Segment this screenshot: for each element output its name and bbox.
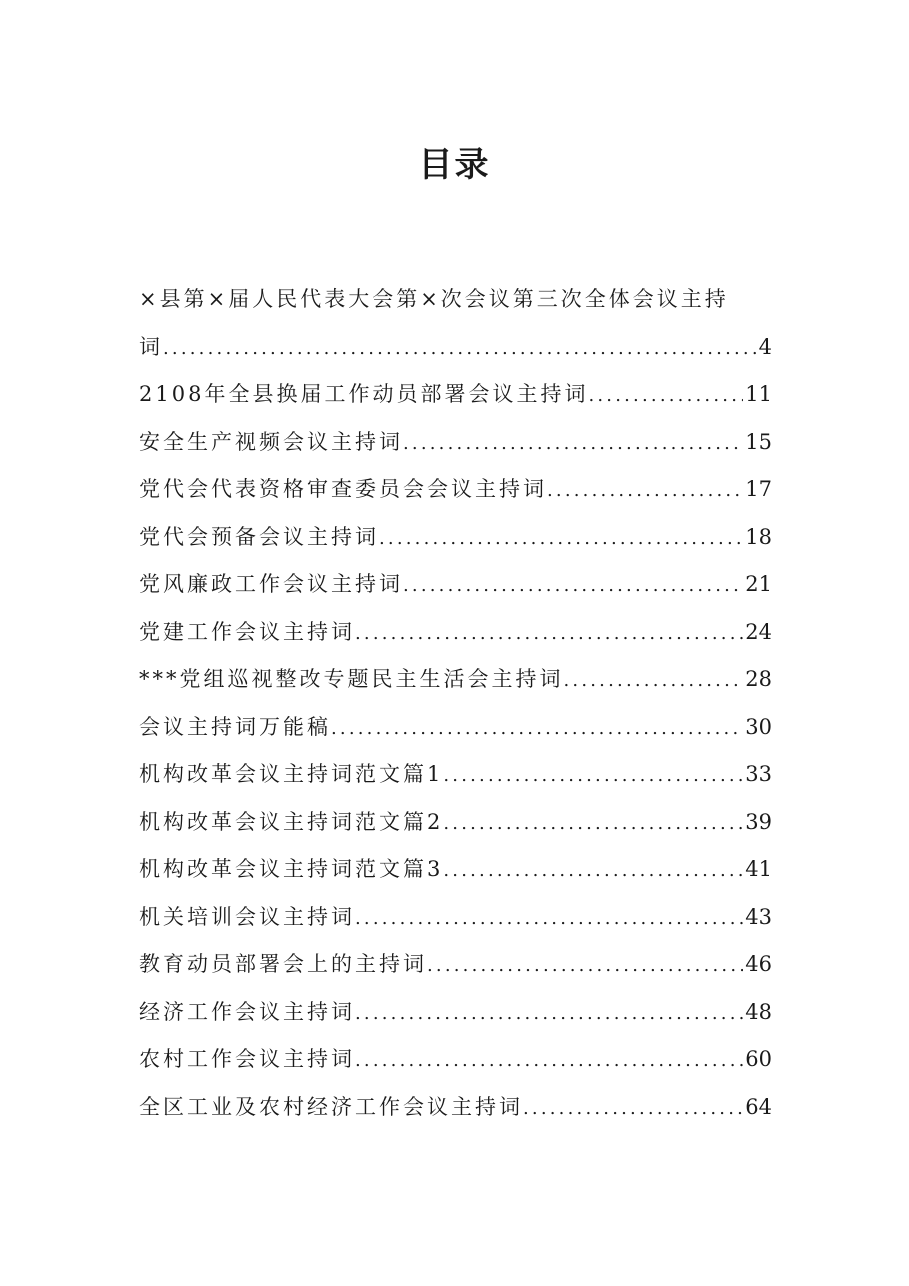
- toc-leader-dots: [331, 705, 743, 753]
- toc-entry-text: 机构改革会议主持词范文篇3: [139, 857, 444, 881]
- toc-leader-dots: [355, 1037, 743, 1085]
- toc-leader-dots: [564, 657, 744, 705]
- toc-entry[interactable]: [139, 704, 772, 752]
- table-of-contents: [139, 276, 772, 1131]
- toc-entry[interactable]: [139, 561, 772, 609]
- toc-leader-dots: [427, 942, 743, 990]
- toc-entry-text: 党代会代表资格审查委员会会议主持词: [139, 477, 547, 501]
- toc-page-number: 15: [745, 429, 772, 454]
- toc-entry[interactable]: [139, 466, 772, 514]
- toc-entry-text: 党代会预备会议主持词: [139, 524, 379, 549]
- toc-entry[interactable]: [139, 419, 772, 467]
- toc-entry-text-line1: ×县第×届人民代表大会第×次会议第三次全体会议主持: [139, 287, 729, 311]
- toc-leader-dots: [547, 467, 743, 515]
- toc-entry[interactable]: [139, 941, 772, 989]
- toc-leader-dots: [163, 325, 757, 373]
- toc-leader-dots: [355, 990, 743, 1038]
- toc-entry[interactable]: [139, 276, 772, 371]
- toc-entry[interactable]: [139, 799, 772, 847]
- toc-leader-dots: [443, 800, 743, 848]
- toc-page-number: 17: [745, 477, 772, 501]
- toc-entry-text: 党风廉政工作会议主持词: [139, 572, 403, 596]
- toc-page-number: 41: [745, 857, 772, 881]
- toc-page-number: 11: [745, 382, 772, 406]
- toc-entry[interactable]: [139, 1084, 772, 1132]
- toc-leader-dots: [443, 847, 743, 895]
- toc-entry-text: 经济工作会议主持词: [139, 999, 355, 1024]
- toc-leader-dots: [355, 895, 743, 943]
- toc-entry-text: 会议主持词万能稿: [139, 714, 331, 739]
- toc-leader-dots: [379, 515, 743, 563]
- toc-entry[interactable]: [139, 846, 772, 894]
- toc-entry-text: 安全生产视频会议主持词: [139, 429, 403, 454]
- toc-entry-text: 2108年全县换届工作动员部署会议主持词: [139, 382, 589, 406]
- toc-entry[interactable]: [139, 609, 772, 657]
- toc-entry[interactable]: [139, 1036, 772, 1084]
- toc-entry-text: 农村工作会议主持词: [139, 1047, 355, 1071]
- toc-entry-text: 机构改革会议主持词范文篇1: [139, 762, 444, 786]
- toc-page-number: 43: [745, 904, 772, 929]
- toc-entry[interactable]: [139, 656, 772, 704]
- toc-page-number: 48: [745, 999, 772, 1024]
- toc-leader-dots: [355, 610, 743, 658]
- toc-entry[interactable]: [139, 989, 772, 1037]
- toc-entry-text: 词: [139, 334, 163, 359]
- toc-leader-dots: [403, 420, 743, 468]
- toc-leader-dots: [443, 752, 743, 800]
- toc-page-number: 28: [745, 667, 772, 691]
- toc-entry[interactable]: [139, 514, 772, 562]
- page-title: 目录: [418, 145, 491, 185]
- toc-entry[interactable]: [139, 894, 772, 942]
- toc-page-number: 21: [745, 572, 772, 596]
- toc-entry-text: 全区工业及农村经济工作会议主持词: [139, 1094, 523, 1119]
- toc-entry-text: 党建工作会议主持词: [139, 619, 355, 644]
- toc-page-number: 4: [758, 334, 772, 359]
- toc-entry-text: ***党组巡视整改专题民主生活会主持词: [139, 667, 564, 691]
- toc-page-number: 24: [745, 619, 772, 644]
- toc-entry[interactable]: [139, 371, 772, 419]
- toc-page-number: 60: [745, 1047, 772, 1071]
- toc-entry-text: 教育动员部署会上的主持词: [139, 952, 427, 976]
- toc-leader-dots: [588, 372, 743, 420]
- toc-page-number: 30: [745, 714, 772, 739]
- toc-entry[interactable]: [139, 751, 772, 799]
- toc-entry-text: 机关培训会议主持词: [139, 904, 355, 929]
- toc-entry-text: 机构改革会议主持词范文篇2: [139, 809, 444, 834]
- toc-leader-dots: [523, 1085, 743, 1133]
- toc-page-number: 18: [745, 524, 772, 549]
- toc-page-number: 64: [745, 1094, 772, 1119]
- toc-page-number: 39: [745, 809, 772, 834]
- toc-page-number: 46: [745, 952, 772, 976]
- toc-page-number: 33: [745, 762, 772, 786]
- toc-leader-dots: [403, 562, 743, 610]
